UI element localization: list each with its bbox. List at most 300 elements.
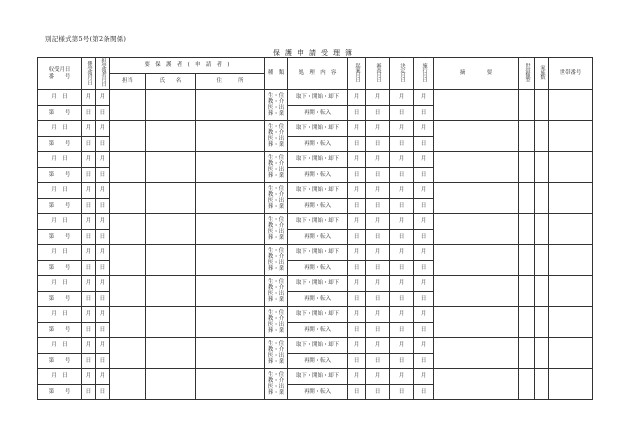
execution-month-cell: 月 [414,90,434,106]
category-line: 医・出 [267,322,285,328]
address-cell [196,183,265,214]
caseworker-month-cell: 月 [96,214,110,230]
category-cell [265,152,288,183]
proposal-day-cell: 日 [348,198,366,214]
assigned-month-cell: 月 [82,307,96,323]
proposal-day-cell: 日 [348,322,366,338]
receipt-number-cell: 第 号 [38,105,82,121]
caseworker-day-cell: 日 [96,198,110,214]
review-month-cell: 月 [366,276,390,292]
category-line: 葬・業 [267,204,285,211]
execution-month-cell: 月 [414,338,434,354]
decision-month-cell: 月 [390,152,414,168]
category-line: 医・出 [267,353,285,359]
header-address: 住 所 [196,74,265,90]
proposal-day-cell: 日 [348,384,366,400]
caseworker-day-cell: 日 [96,229,110,245]
caseworker-day-cell: 日 [96,291,110,307]
action-top-cell: 取下・開始・却下 [288,121,348,137]
category-line: 葬・業 [267,390,285,397]
category-cell [265,214,288,245]
address-cell [196,152,265,183]
header-dwelling-type: 世帯類型 [519,58,535,90]
welfare-number-cell [549,152,593,183]
table-row [38,152,593,168]
table-row [38,276,593,292]
caseworker-cell [110,183,146,214]
welfare-number-cell [549,369,593,400]
caseworker-day-cell: 日 [96,322,110,338]
category-cell [265,338,288,369]
proposal-month-cell: 月 [348,214,366,230]
address-cell [196,121,265,152]
execution-day-cell: 日 [414,105,434,121]
assigned-month-cell: 月 [82,90,96,106]
decision-month-cell: 月 [390,307,414,323]
category-line: 葬・業 [267,235,285,242]
summary-cell [434,276,519,307]
category-line: 教・介 [267,284,285,291]
dwelling-type-cell [519,307,535,338]
household-count-cell [535,276,549,307]
category-line: 生・住 [267,278,285,285]
dwelling-type-cell [519,90,535,121]
action-bottom-cell: 再開・転入 [288,167,348,183]
assigned-month-cell: 月 [82,276,96,292]
receipt-number-cell: 第 号 [38,322,82,338]
review-month-cell: 月 [366,369,390,385]
receipt-date-cell: 月 日 [38,307,82,323]
proposal-month-cell: 月 [348,90,366,106]
register-body [38,90,593,400]
assigned-month-cell: 月 [82,121,96,137]
proposal-month-cell: 月 [348,152,366,168]
action-top-cell: 取下・開始・却下 [288,152,348,168]
household-count-cell [535,152,549,183]
caseworker-month-cell: 月 [96,90,110,106]
caseworker-month-cell: 月 [96,152,110,168]
assigned-month-cell: 月 [82,245,96,261]
welfare-number-cell [549,245,593,276]
summary-cell [434,245,519,276]
category-line: 生・住 [267,123,285,130]
action-bottom-cell: 再開・転入 [288,322,348,338]
address-cell [196,369,265,400]
decision-day-cell: 日 [390,198,414,214]
review-day-cell: 日 [366,198,390,214]
category-cell [265,245,288,276]
execution-month-cell: 月 [414,307,434,323]
assigned-month-cell: 月 [82,183,96,199]
assigned-day-cell: 日 [82,229,96,245]
name-cell [146,338,196,369]
category-line: 教・介 [267,346,285,353]
review-month-cell: 月 [366,90,390,106]
decision-month-cell: 月 [390,245,414,261]
header-summary: 摘 要 [434,58,519,90]
receipt-number-cell: 第 号 [38,260,82,276]
caseworker-day-cell: 日 [96,384,110,400]
category-line: 医・出 [267,136,285,142]
action-bottom-cell: 再開・転入 [288,384,348,400]
review-day-cell: 日 [366,291,390,307]
table-row [38,245,593,261]
category-line: 生・住 [267,340,285,347]
caseworker-cell [110,121,146,152]
category-line: 葬・業 [267,328,285,335]
action-top-cell: 取下・開始・却下 [288,276,348,292]
header-execution-date: 施行月日 [414,58,434,90]
category-line: 教・介 [267,377,285,384]
table-row [38,121,593,137]
caseworker-cell [110,152,146,183]
caseworker-cell [110,276,146,307]
assigned-month-cell: 月 [82,369,96,385]
caseworker-day-cell: 日 [96,105,110,121]
category-line: 葬・業 [267,297,285,304]
category-line: 医・出 [267,167,285,173]
register-title: 保護申請受理簿 [273,49,357,57]
table-row [38,214,593,230]
table-row [38,183,593,199]
welfare-number-cell [549,338,593,369]
dwelling-type-cell [519,214,535,245]
header-row-1 [38,58,593,74]
category-line: 葬・業 [267,359,285,366]
caseworker-month-cell: 月 [96,121,110,137]
header-caseworker-received: 担受領者月日 [96,58,110,90]
household-count-cell [535,183,549,214]
receipt-number-cell: 第 号 [38,167,82,183]
address-cell [196,338,265,369]
review-month-cell: 月 [366,152,390,168]
category-line: 教・介 [267,222,285,229]
table-row [38,90,593,106]
category-line: 葬・業 [267,111,285,118]
category-line: 医・出 [267,260,285,266]
category-line: 教・介 [267,191,285,198]
table-row [38,307,593,323]
summary-cell [434,369,519,400]
review-day-cell: 日 [366,260,390,276]
summary-cell [434,307,519,338]
name-cell [146,90,196,121]
category-line: 生・住 [267,185,285,192]
proposal-month-cell: 月 [348,338,366,354]
decision-month-cell: 月 [390,338,414,354]
review-month-cell: 月 [366,121,390,137]
name-cell [146,276,196,307]
receipt-number-cell: 第 号 [38,229,82,245]
execution-month-cell: 月 [414,245,434,261]
action-bottom-cell: 再開・転入 [288,229,348,245]
caseworker-cell [110,90,146,121]
receipt-date-cell: 月 日 [38,121,82,137]
header-action: 処 理 内 容 [288,58,348,90]
household-count-cell [535,214,549,245]
assigned-day-cell: 日 [82,353,96,369]
proposal-day-cell: 日 [348,353,366,369]
decision-month-cell: 月 [390,90,414,106]
action-bottom-cell: 再開・転入 [288,105,348,121]
caseworker-cell [110,245,146,276]
proposal-month-cell: 月 [348,121,366,137]
header-category: 種 類 [265,58,288,90]
receipt-date-cell: 月 日 [38,214,82,230]
summary-cell [434,338,519,369]
address-cell [196,214,265,245]
action-top-cell: 取下・開始・却下 [288,183,348,199]
caseworker-cell [110,369,146,400]
assigned-month-cell: 月 [82,214,96,230]
household-count-cell [535,307,549,338]
dwelling-type-cell [519,245,535,276]
decision-day-cell: 日 [390,105,414,121]
register-table [37,57,593,400]
welfare-number-cell [549,307,593,338]
decision-day-cell: 日 [390,353,414,369]
caseworker-month-cell: 月 [96,276,110,292]
review-month-cell: 月 [366,307,390,323]
header-decision-date: 決定月日 [390,58,414,90]
summary-cell [434,214,519,245]
category-line: 生・住 [267,247,285,254]
review-month-cell: 月 [366,214,390,230]
decision-day-cell: 日 [390,136,414,152]
proposal-month-cell: 月 [348,276,366,292]
decision-month-cell: 月 [390,183,414,199]
name-cell [146,121,196,152]
category-line: 生・住 [267,92,285,99]
caseworker-month-cell: 月 [96,369,110,385]
receipt-date-cell: 月 日 [38,338,82,354]
assigned-month-cell: 月 [82,152,96,168]
category-line: 教・介 [267,253,285,260]
execution-day-cell: 日 [414,322,434,338]
assigned-day-cell: 日 [82,260,96,276]
decision-month-cell: 月 [390,214,414,230]
category-line: 医・出 [267,384,285,390]
category-line: 教・介 [267,315,285,322]
category-cell [265,121,288,152]
summary-cell [434,183,519,214]
proposal-month-cell: 月 [348,245,366,261]
dwelling-type-cell [519,121,535,152]
execution-day-cell: 日 [414,353,434,369]
execution-day-cell: 日 [414,291,434,307]
review-month-cell: 月 [366,338,390,354]
assigned-month-cell: 月 [82,338,96,354]
header-welfare-number: 世帯番号 [549,58,593,90]
category-cell [265,276,288,307]
decision-day-cell: 日 [390,229,414,245]
dwelling-type-cell [519,338,535,369]
welfare-number-cell [549,183,593,214]
proposal-day-cell: 日 [348,260,366,276]
decision-day-cell: 日 [390,167,414,183]
welfare-number-cell [549,90,593,121]
header-household-count: 家族数 [535,58,549,90]
receipt-date-cell: 月 日 [38,152,82,168]
category-line: 生・住 [267,216,285,223]
table-row [38,369,593,385]
caseworker-day-cell: 日 [96,353,110,369]
action-top-cell: 取下・開始・却下 [288,214,348,230]
decision-day-cell: 日 [390,322,414,338]
summary-cell [434,90,519,121]
category-cell [265,90,288,121]
execution-month-cell: 月 [414,214,434,230]
review-month-cell: 月 [366,245,390,261]
table-row [38,338,593,354]
form-label: 別記様式第5号(第2条関係) [45,35,127,43]
address-cell [196,307,265,338]
decision-day-cell: 日 [390,291,414,307]
receipt-date-cell: 月 日 [38,276,82,292]
category-cell [265,307,288,338]
action-bottom-cell: 再開・転入 [288,136,348,152]
header-receipt-line1: 収受月日 [48,67,71,74]
execution-month-cell: 月 [414,276,434,292]
caseworker-day-cell: 日 [96,260,110,276]
header-receipt-line2: 番 号 [48,73,71,80]
address-cell [196,90,265,121]
name-cell [146,307,196,338]
name-cell [146,183,196,214]
review-day-cell: 日 [366,353,390,369]
caseworker-month-cell: 月 [96,183,110,199]
decision-day-cell: 日 [390,384,414,400]
execution-month-cell: 月 [414,152,434,168]
action-top-cell: 取下・開始・却下 [288,307,348,323]
decision-month-cell: 月 [390,121,414,137]
receipt-number-cell: 第 号 [38,136,82,152]
header-name: 氏 名 [146,74,196,90]
caseworker-day-cell: 日 [96,167,110,183]
category-line: 葬・業 [267,266,285,273]
receipt-number-cell: 第 号 [38,198,82,214]
execution-day-cell: 日 [414,136,434,152]
caseworker-month-cell: 月 [96,338,110,354]
assigned-day-cell: 日 [82,384,96,400]
welfare-number-cell [549,121,593,152]
welfare-number-cell [549,276,593,307]
category-line: 教・介 [267,160,285,167]
category-line: 生・住 [267,309,285,316]
review-day-cell: 日 [366,136,390,152]
action-bottom-cell: 再開・転入 [288,260,348,276]
decision-month-cell: 月 [390,369,414,385]
dwelling-type-cell [519,369,535,400]
proposal-day-cell: 日 [348,229,366,245]
category-line: 生・住 [267,154,285,161]
category-line: 医・出 [267,229,285,235]
decision-month-cell: 月 [390,276,414,292]
receipt-number-cell: 第 号 [38,353,82,369]
proposal-month-cell: 月 [348,369,366,385]
assigned-day-cell: 日 [82,322,96,338]
execution-month-cell: 月 [414,183,434,199]
decision-day-cell: 日 [390,260,414,276]
household-count-cell [535,338,549,369]
category-line: 葬・業 [267,173,285,180]
receipt-number-cell: 第 号 [38,291,82,307]
category-line: 葬・業 [267,142,285,149]
receipt-date-cell: 月 日 [38,90,82,106]
proposal-month-cell: 月 [348,183,366,199]
header-proposal-date: 起案月日 [348,58,366,90]
review-day-cell: 日 [366,322,390,338]
proposal-day-cell: 日 [348,167,366,183]
name-cell [146,369,196,400]
category-line: 医・出 [267,291,285,297]
action-bottom-cell: 再開・転入 [288,353,348,369]
assigned-day-cell: 日 [82,291,96,307]
category-cell [265,369,288,400]
caseworker-day-cell: 日 [96,136,110,152]
summary-cell [434,121,519,152]
header-receipt [38,58,82,90]
category-line: 生・住 [267,371,285,378]
household-count-cell [535,90,549,121]
caseworker-month-cell: 月 [96,307,110,323]
dwelling-type-cell [519,183,535,214]
review-day-cell: 日 [366,384,390,400]
category-line: 医・出 [267,198,285,204]
receipt-number-cell: 第 号 [38,384,82,400]
welfare-number-cell [549,214,593,245]
summary-cell [434,152,519,183]
review-day-cell: 日 [366,105,390,121]
assigned-day-cell: 日 [82,105,96,121]
receipt-date-cell: 月 日 [38,245,82,261]
caseworker-cell [110,307,146,338]
assigned-day-cell: 日 [82,136,96,152]
caseworker-cell [110,214,146,245]
proposal-day-cell: 日 [348,291,366,307]
assigned-day-cell: 日 [82,198,96,214]
dwelling-type-cell [519,276,535,307]
caseworker-month-cell: 月 [96,245,110,261]
proposal-day-cell: 日 [348,136,366,152]
review-day-cell: 日 [366,229,390,245]
household-count-cell [535,121,549,152]
name-cell [146,245,196,276]
action-bottom-cell: 再開・転入 [288,291,348,307]
household-count-cell [535,245,549,276]
dwelling-type-cell [519,152,535,183]
category-line: 医・出 [267,105,285,111]
review-day-cell: 日 [366,167,390,183]
address-cell [196,276,265,307]
proposal-day-cell: 日 [348,105,366,121]
name-cell [146,214,196,245]
action-top-cell: 取下・開始・却下 [288,338,348,354]
proposal-month-cell: 月 [348,307,366,323]
household-count-cell [535,369,549,400]
action-bottom-cell: 再開・転入 [288,198,348,214]
header-review-date: 審査月日 [366,58,390,90]
name-cell [146,152,196,183]
execution-day-cell: 日 [414,229,434,245]
action-top-cell: 取下・開始・却下 [288,90,348,106]
action-top-cell: 取下・開始・却下 [288,245,348,261]
header-assigned-date: 係受領月日 [82,58,96,90]
receipt-date-cell: 月 日 [38,183,82,199]
address-cell [196,245,265,276]
execution-day-cell: 日 [414,384,434,400]
category-line: 教・介 [267,129,285,136]
